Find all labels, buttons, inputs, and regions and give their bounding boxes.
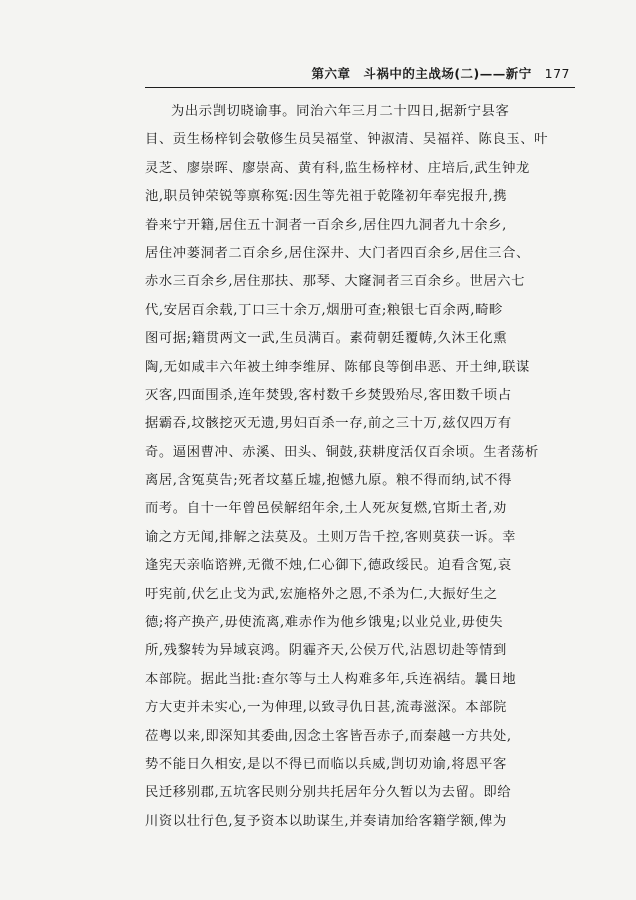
text-line: 民迁移别郡,五坑客民则分别共托居年分久暂以为去留。即给	[145, 785, 512, 801]
text-line: 陶,无如咸丰六年被土绅李维屏、陈郁良等倒串恶、开土绅,联谋	[145, 359, 530, 375]
text-line: 离居,含冤莫告;死者坟墓丘墟,抱憾九原。粮不得而纳,试不得	[145, 473, 512, 489]
body-text	[145, 98, 585, 836]
text-line: 灭客,四面围杀,连年焚毁,客村数千乡焚毁殆尽,客田数千顷占	[145, 387, 512, 403]
text-line: 吁宪前,伏乞止戈为武,宏施格外之恩,不杀为仁,大振好生之	[145, 586, 498, 602]
chapter-label: 第六章	[311, 66, 351, 81]
text-line: 本部院。据此当批:查尔等与土人构难多年,兵连祸结。曩日地	[145, 671, 517, 687]
text-line: 代,安居百余载,丁口三十余万,烟册可查;粮银七百余两,畸畛	[145, 302, 503, 318]
text-line: 眷来宁开籍,居住五十洞者一百余乡,居住四九洞者九十余乡,	[145, 217, 507, 233]
text-line: 川资以壮行色,复予资本以助谋生,并奏请加给客籍学额,俾为	[145, 813, 507, 829]
text-line: 目、贡生杨梓钊会敬修生员吴福堂、钟淑清、吴福祥、陈良玉、叶	[145, 132, 549, 148]
text-line: 逢宪天亲临谘辨,无微不烛,仁心御下,德政绥民。迫看含冤,哀	[145, 558, 512, 574]
text-line: 所,残黎转为异域哀鸿。阴霾齐天,公侯万代,沾恩切赴等情到	[145, 643, 507, 659]
text-line: 赤水三百余乡,居住那扶、那琴、大窿洞者三百余乡。世居六七	[145, 274, 526, 290]
chapter-title: 斗祸中的主战场(二)——新宁	[363, 66, 532, 81]
text-line: 德;将产换产,毋使流离,难赤作为他乡饿鬼;以业兑业,毋使失	[145, 615, 504, 631]
text-line: 莅粤以来,即深知其委曲,因念土客皆吾赤子,而秦越一方共处,	[145, 728, 512, 744]
text-line: 图可据;籍贯两文一武,生员满百。素荷朝廷覆帱,久沐王化熏	[145, 331, 508, 347]
text-line: 灵芝、廖崇晖、廖崇高、黄有科,监生杨梓材、庄培后,武生钟龙	[145, 160, 530, 176]
text-line: 据霸吞,坟骸挖灭无遗,男妇百杀一存,前之三十万,兹仅四万有	[145, 416, 512, 432]
text-line: 谕之方无闻,排解之法莫及。土则万告千控,客则莫获一诉。幸	[145, 529, 516, 545]
text-line: 池,职员钟荣锐等禀称冤:因生等先祖于乾隆初年奉宪报升,携	[145, 189, 508, 205]
text-line: 方大吏并未实心,一为伸理,以致寻仇日甚,流毒滋深。本部院	[145, 700, 507, 716]
text-line: 奇。逼困曹冲、赤溪、田头、铜鼓,获耕度活仅百余顷。生者荡析	[145, 444, 539, 460]
text-line: 势不能日久相安,是以不得已而临以兵威,剀切劝谕,将恩平客	[145, 756, 507, 772]
text-line: 居住冲蒌洞者二百余乡,居住深井、大门者四百余乡,居住三合、	[145, 245, 530, 261]
text-line: 而考。自十一年曾邑侯解绍年余,土人死灰复燃,官斯土者,劝	[145, 501, 507, 517]
text-line: 为出示剀切晓谕事。同治六年三月二十四日,据新宁县客	[171, 104, 510, 119]
header-rule	[145, 87, 575, 88]
running-header	[150, 64, 570, 82]
page-number: 177	[544, 66, 570, 81]
